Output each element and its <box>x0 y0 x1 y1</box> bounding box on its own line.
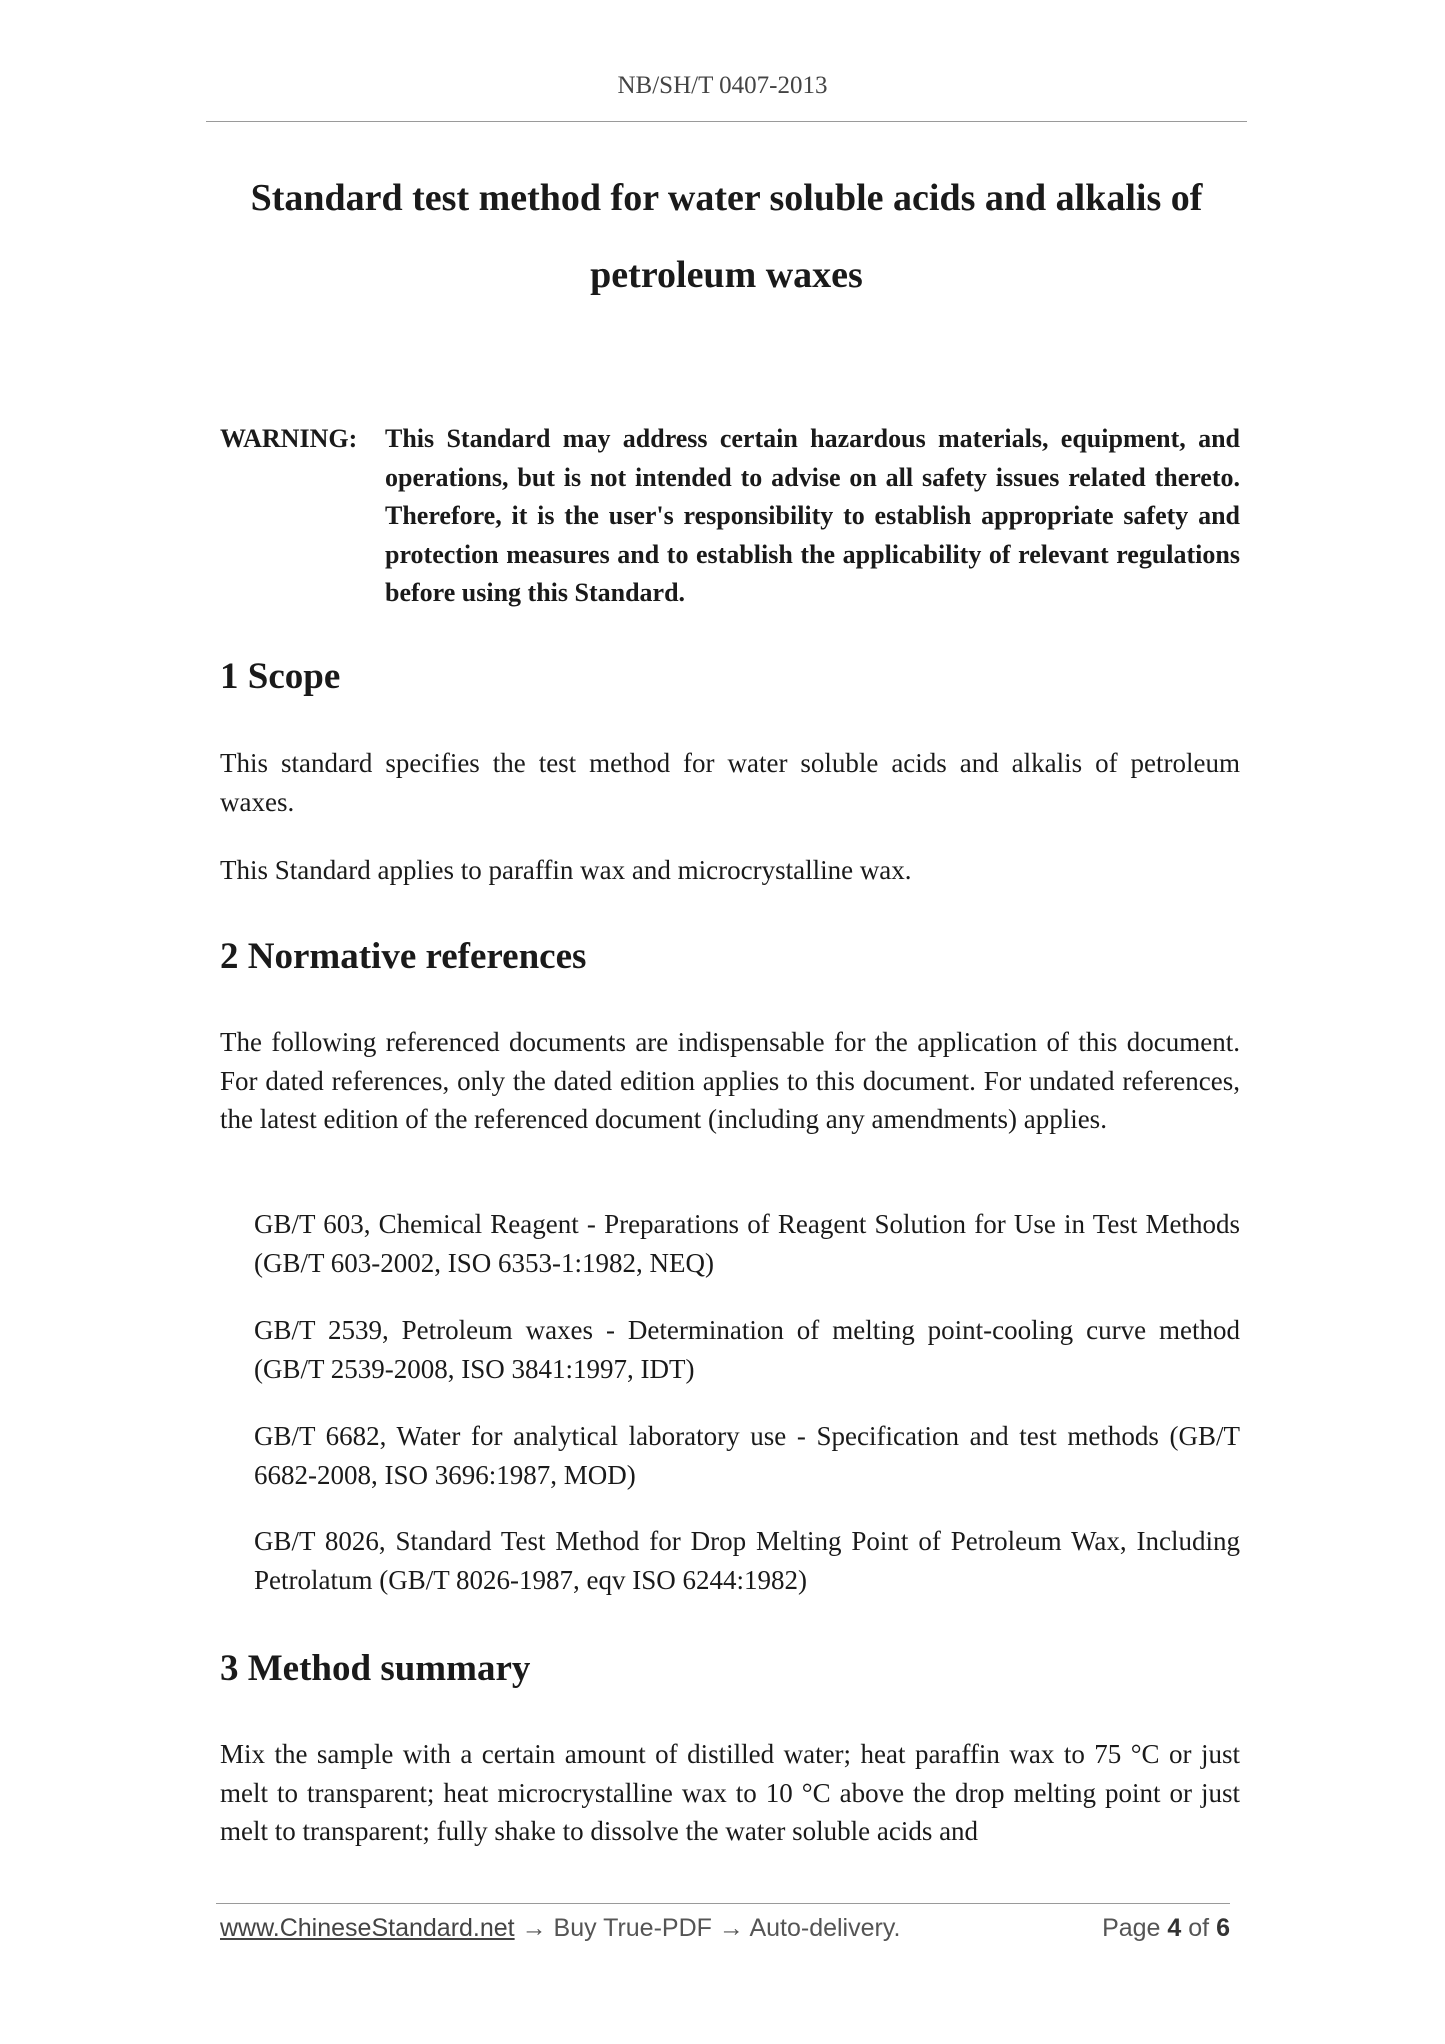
reference-item: GB/T 8026, Standard Test Method for Drop Melting Point of Petroleum Wax, Including Petrolatum (GB/T 8026-1987, eqv ISO 6244:1982) <box>254 1526 1240 1595</box>
section-heading-normative-references: 2 Normative references <box>220 936 587 977</box>
header-standard-code: NB/SH/T 0407-2013 <box>617 72 828 99</box>
scope-paragraph-2: This Standard applies to paraffin wax and microcrystalline wax. <box>220 855 912 885</box>
arrow-icon: → <box>521 1914 547 1942</box>
auto-delivery-text: Auto-delivery. <box>749 1914 901 1942</box>
page-label: Page <box>1102 1914 1161 1942</box>
section-heading-scope: 1 Scope <box>220 656 341 697</box>
title-line-2: petroleum waxes <box>590 254 863 296</box>
warning-block <box>220 420 1240 613</box>
scope-paragraph-1: This standard specifies the test method for water soluble acids and alkalis of petroleum waxes. <box>220 748 1240 817</box>
references-intro: The following referenced documents are indispensable for the application of this document. For dated references, only the dated edition applies to this document. For undated references, the latest edition of the referenced document (including any amendments) applies. <box>220 1027 1240 1134</box>
document-title <box>206 160 1247 314</box>
reference-item: GB/T 2539, Petroleum waxes - Determination of melting point-cooling curve method (GB/T 2539-2008, ISO 3841:1997, IDT) <box>254 1315 1240 1384</box>
page-of: of <box>1188 1914 1210 1942</box>
summary-paragraph-1: Mix the sample with a certain amount of distilled water; heat paraffin wax to 75 °C or just melt to transparent; heat microcrystalline wax to 10 °C above the drop melting point or just melt to transparent; fully shake to dissolve the water soluble acids and <box>220 1739 1240 1846</box>
buy-pdf-link: Buy True-PDF <box>553 1914 712 1942</box>
website-link[interactable]: www.ChineseStandard.net <box>220 1914 515 1942</box>
arrow-icon: → <box>718 1914 744 1942</box>
reference-item: GB/T 603, Chemical Reagent - Preparations of Reagent Solution for Use in Test Methods (GB/T 603-2002, ISO 6353-1:1982, NEQ) <box>254 1209 1240 1278</box>
warning-label: WARNING: <box>220 424 358 453</box>
page-current: 4 <box>1167 1914 1182 1942</box>
page-total: 6 <box>1216 1914 1230 1942</box>
page-indicator <box>1102 1914 1230 1943</box>
warning-text: This Standard may address certain hazardous materials, equipment, and operations, but is not intended to advise on all safety issues related thereto. Therefore, it is the user's responsibility to establish appropriate safety and protection measures and to establish the applicability of relevant regulations before using this Standard. <box>385 424 1240 607</box>
section-heading-method-summary: 3 Method summary <box>220 1648 531 1689</box>
page-footer <box>220 1914 1230 1954</box>
title-line-1: Standard test method for water soluble acids and alkalis of <box>250 177 1203 219</box>
header-divider <box>206 121 1247 122</box>
footer-divider <box>216 1903 1230 1904</box>
reference-item: GB/T 6682, Water for analytical laboratory use - Specification and test methods (GB/T 6682-2008, ISO 3696:1987, MOD) <box>254 1421 1240 1490</box>
